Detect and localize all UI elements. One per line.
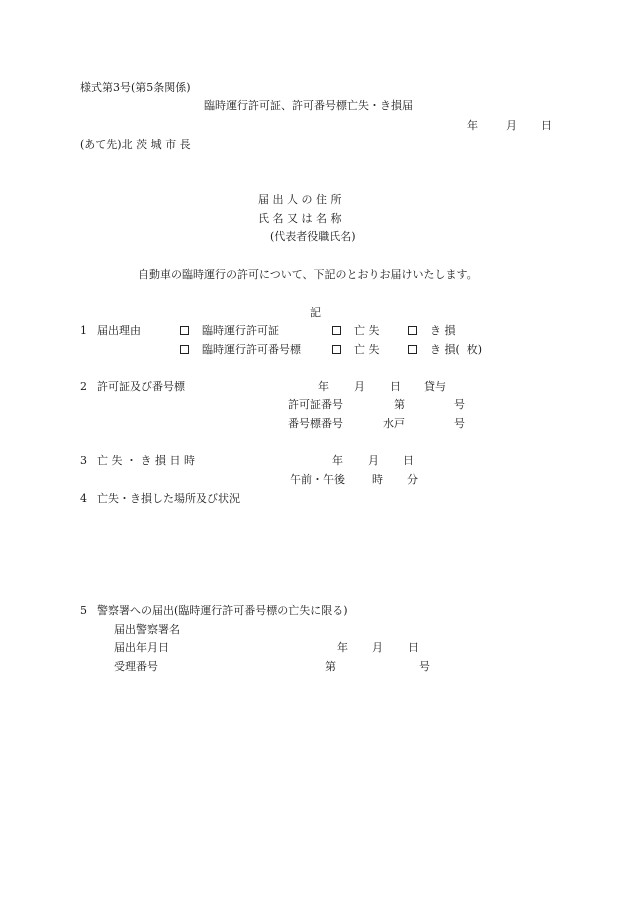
checkbox-plate-lost[interactable] xyxy=(332,345,341,354)
permit-number-go: 号 xyxy=(454,398,465,411)
report-date-month: 月 xyxy=(372,641,383,654)
section1-row2-lost: 亡 失 xyxy=(354,343,380,356)
intro-text: 自動車の臨時運行の許可について、下記のとおりお届けいたします。 xyxy=(138,268,478,281)
ki-label: 記 xyxy=(310,306,321,319)
section3-ampm: 午前・午後 xyxy=(290,473,345,486)
section1-row1-item: 臨時運行許可証 xyxy=(202,324,279,337)
section2-year: 年 xyxy=(318,380,329,393)
section2-lend: 貸与 xyxy=(424,380,446,393)
police-station-label: 届出警察署名 xyxy=(114,623,180,636)
report-date-year: 年 xyxy=(337,641,348,654)
section4-number: 4 xyxy=(80,492,87,505)
receipt-number-go: 号 xyxy=(419,660,430,673)
section2-number: 2 xyxy=(80,380,87,393)
plate-number-go: 号 xyxy=(454,417,465,430)
section1-row2-item: 臨時運行許可番号標 xyxy=(202,343,301,356)
section5-label: 警察署への届出(臨時運行許可番号標の亡失に限る) xyxy=(97,604,348,617)
applicant-address-label: 届 出 人 の 住 所 xyxy=(258,193,342,206)
section3-year: 年 xyxy=(332,454,343,467)
section3-minute: 分 xyxy=(407,473,418,486)
section3-number: 3 xyxy=(80,454,87,467)
section3-hour: 時 xyxy=(372,473,383,486)
plate-number-label: 番号標番号 xyxy=(288,417,343,430)
section3-month: 月 xyxy=(368,454,379,467)
section1-row2-damaged: き 損( 枚) xyxy=(430,343,483,356)
section2-label: 許可証及び番号標 xyxy=(97,380,185,393)
section1-row1-damaged: き 損 xyxy=(430,324,456,337)
section1-label: 届出理由 xyxy=(97,324,141,337)
report-date-label: 届出年月日 xyxy=(114,641,169,654)
section1-number: 1 xyxy=(80,324,87,337)
checkbox-plate[interactable] xyxy=(180,345,189,354)
plate-number-mito: 水戸 xyxy=(383,417,405,430)
section3-day: 日 xyxy=(403,454,414,467)
section1-row1-lost: 亡 失 xyxy=(354,324,380,337)
date-year: 年 xyxy=(467,119,478,132)
applicant-name-label: 氏 名 又 は 名 称 xyxy=(258,212,342,225)
receipt-number-label: 受理番号 xyxy=(114,660,158,673)
date-month: 月 xyxy=(506,119,517,132)
checkbox-permit[interactable] xyxy=(180,326,189,335)
document-title: 臨時運行許可証、許可番号標亡失・き損届 xyxy=(204,99,413,112)
section2-day: 日 xyxy=(390,380,401,393)
section2-month: 月 xyxy=(354,380,365,393)
checkbox-permit-damaged[interactable] xyxy=(408,326,417,335)
checkbox-plate-damaged[interactable] xyxy=(408,345,417,354)
permit-number-dai: 第 xyxy=(394,398,405,411)
section5-number: 5 xyxy=(80,604,87,617)
applicant-representative-label: (代表者役職氏名) xyxy=(270,230,356,243)
receipt-number-dai: 第 xyxy=(325,660,336,673)
section3-label: 亡 失 ・ き 損 日 時 xyxy=(97,454,195,467)
report-date-day: 日 xyxy=(408,641,419,654)
form-number: 様式第3号(第5条関係) xyxy=(80,81,191,94)
date-day: 日 xyxy=(541,119,552,132)
section4-label: 亡失・き損した場所及び状況 xyxy=(97,492,240,505)
permit-number-label: 許可証番号 xyxy=(288,398,343,411)
addressee: (あて先)北 茨 城 市 長 xyxy=(80,138,191,151)
checkbox-permit-lost[interactable] xyxy=(332,326,341,335)
